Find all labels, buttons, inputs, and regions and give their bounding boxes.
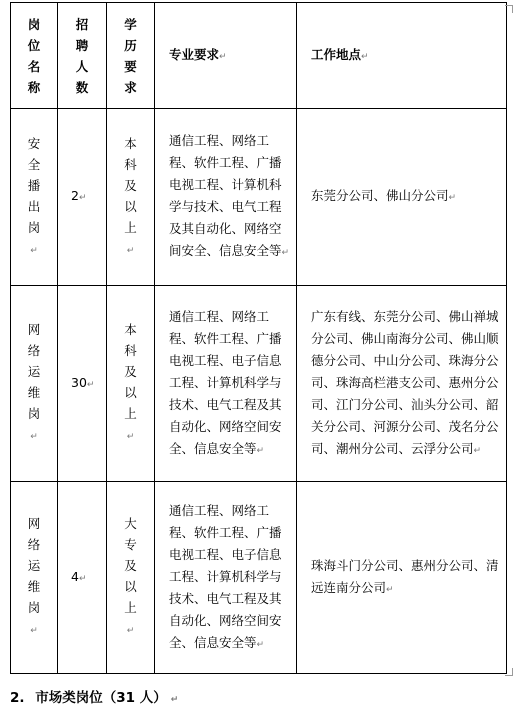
header-count: 招聘人数 — [58, 3, 107, 109]
row-end-marker — [505, 5, 513, 13]
section-heading: 2. 市场类岗位（31 人） ↵ — [10, 690, 179, 706]
table-row — [11, 286, 507, 482]
count-cell: 2↵ — [58, 109, 107, 286]
major-cell: 通信工程、网络工程、软件工程、广播电视工程、计算机科学与技术、电气工程及其自动化、网络空间安全、信息安全等↵ — [155, 109, 297, 286]
location-cell: 东莞分公司、佛山分公司↵ — [297, 109, 507, 286]
location-cell: 珠海斗门分公司、惠州分公司、清远连南分公司↵ — [297, 482, 507, 674]
position-cell: 网络运维岗↵ — [11, 482, 58, 674]
count-cell: 4↵ — [58, 482, 107, 674]
recruitment-table — [10, 2, 507, 674]
education-cell: 本科及以上↵ — [107, 286, 155, 482]
education-cell: 本科及以上↵ — [107, 109, 155, 286]
table-row — [11, 109, 507, 286]
header-education: 学历要求 — [107, 3, 155, 109]
section-title: 市场类岗位（31 人） — [35, 690, 167, 706]
major-cell: 通信工程、网络工程、软件工程、广播电视工程、电子信息工程、计算机科学与技术、电气工程及其自动化、网络空间安全、信息安全等↵ — [155, 286, 297, 482]
header-major: 专业要求↵ — [155, 3, 297, 109]
row-end-marker — [505, 668, 513, 676]
count-cell: 30↵ — [58, 286, 107, 482]
section-number: 2. — [10, 690, 25, 706]
major-cell: 通信工程、网络工程、软件工程、广播电视工程、电子信息工程、计算机科学与技术、电气工程及其自动化、网络空间安全、信息安全等↵ — [155, 482, 297, 674]
header-row — [11, 3, 507, 109]
education-cell: 大专及以上↵ — [107, 482, 155, 674]
position-cell: 安全播出岗↵ — [11, 109, 58, 286]
table-row — [11, 482, 507, 674]
location-cell: 广东有线、东莞分公司、佛山禅城分公司、佛山南海分公司、佛山顺德分公司、中山分公司、珠海分公司、珠海高栏港支公司、惠州分公司、江门分公司、汕头分公司、韶关分公司、河源分公司、茂名分公司、潮州分公司、云浮分公司↵ — [297, 286, 507, 482]
header-position: 岗位名称 — [11, 3, 58, 109]
header-location: 工作地点↵ — [297, 3, 507, 109]
position-cell: 网络运维岗↵ — [11, 286, 58, 482]
